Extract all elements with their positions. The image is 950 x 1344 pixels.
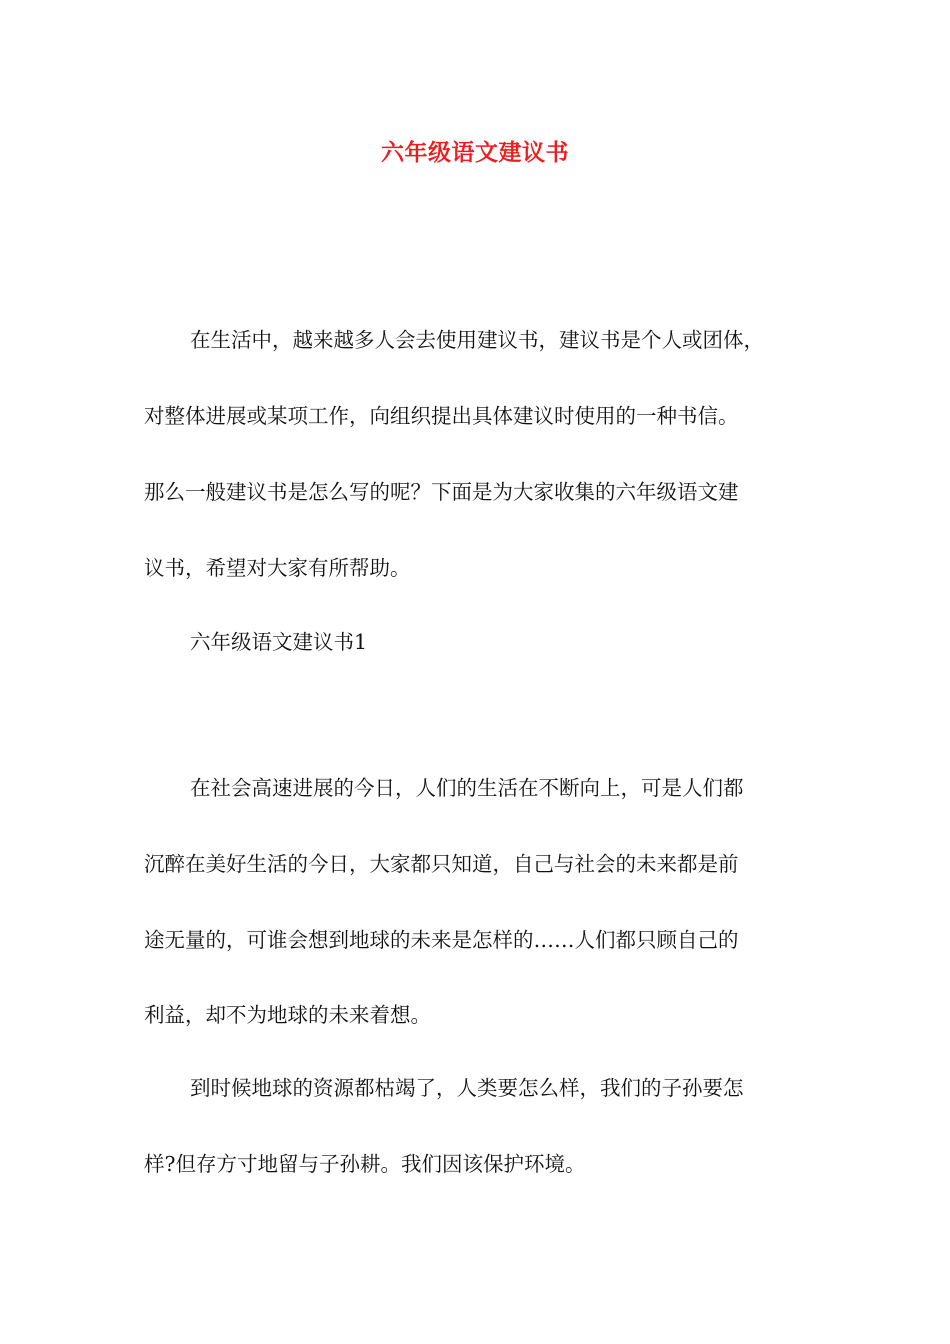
paragraph-2-line-1: 到时候地球的资源都枯竭了，人类要怎么样，我们的子孙要怎	[190, 1076, 744, 1100]
document-title: 六年级语文建议书	[381, 139, 569, 166]
intro-line-3: 那么一般建议书是怎么写的呢？下面是为大家收集的六年级语文建	[144, 480, 739, 504]
paragraph-1-line-3: 途无量的，可谁会想到地球的未来是怎样的……人们都只顾自己的	[144, 928, 739, 952]
paragraph-1-line-4: 利益，却不为地球的未来着想。	[144, 1003, 431, 1027]
paragraph-2-line-2: 样?但存方寸地留与子孙耕。我们因该保护环境。	[144, 1152, 586, 1176]
intro-line-4: 议书，希望对大家有所帮助。	[144, 556, 411, 580]
paragraph-1-line-1: 在社会高速进展的今日，人们的生活在不断向上，可是人们都	[190, 776, 744, 800]
intro-line-1: 在生活中，越来越多人会去使用建议书，建议书是个人或团体，	[190, 328, 764, 352]
paragraph-1-line-2: 沉醉在美好生活的今日，大家都只知道，自己与社会的未来都是前	[144, 852, 739, 876]
intro-line-2: 对整体进展或某项工作，向组织提出具体建议时使用的一种书信。	[144, 404, 739, 428]
section-heading: 六年级语文建议书1	[190, 630, 368, 654]
